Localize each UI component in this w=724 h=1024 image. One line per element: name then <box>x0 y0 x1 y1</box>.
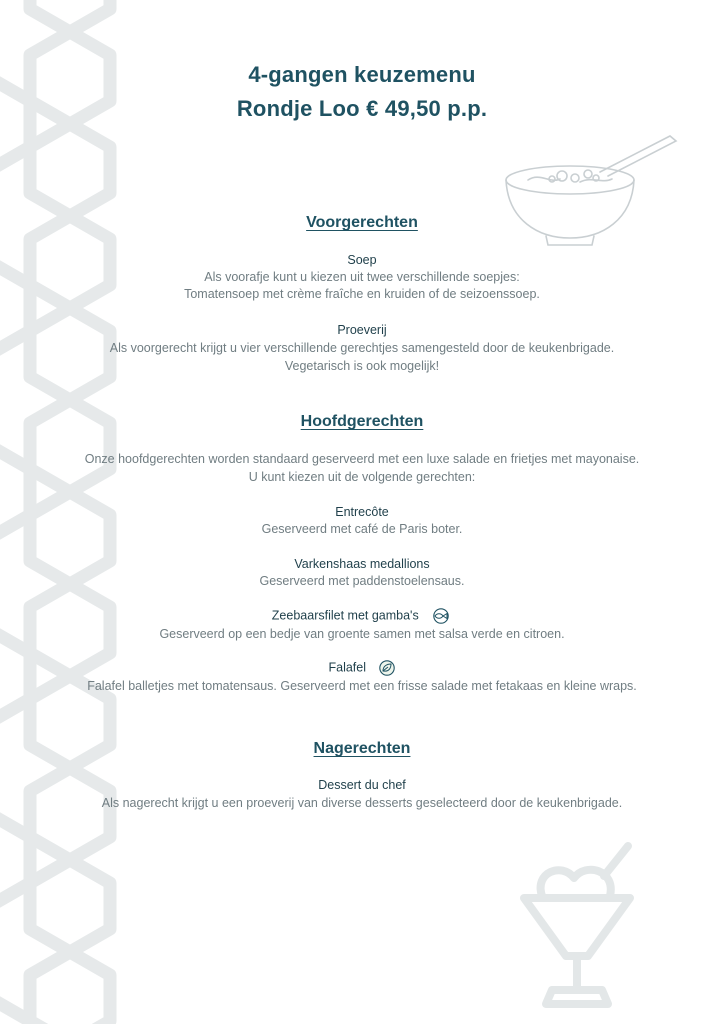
dish-description: Geserveerd met café de Paris boter. <box>261 522 463 536</box>
dish-description: Geserveerd met paddenstoelensaus. <box>259 574 465 588</box>
dish-description: Falafel balletjes met tomatensaus. Geserveerd met een frisse salade met fetakaas en kleine wraps. <box>87 679 637 693</box>
dish-description: Geserveerd op een bedje van groente samen met salsa verde en citroen. <box>159 627 565 641</box>
leaf-icon <box>378 660 396 676</box>
dish-description: Als voorgerecht krijgt u vier verschillende gerechtjes samengesteld door de keukenbrigade. <box>109 341 615 355</box>
dish-row-zeebaarsfilet <box>0 608 724 624</box>
dish-name-varkenshaas: Varkenshaas medallions <box>294 557 430 571</box>
dish-description: Vegetarisch is ook mogelijk! <box>284 359 440 373</box>
section-heading-nagerechten: Nagerechten <box>313 740 411 757</box>
soup-bowl-illustration <box>500 132 682 250</box>
menu-title: 4-gangen keuzemenu <box>248 62 476 87</box>
fish-icon <box>430 608 452 624</box>
dish-name-entrecote: Entrecôte <box>335 505 389 519</box>
ice-cream-sundae-illustration <box>512 838 642 1016</box>
dish-name-dessert-du-chef: Dessert du chef <box>318 778 406 792</box>
section-intro: U kunt kiezen uit de volgende gerechten: <box>248 470 476 484</box>
dish-name-soep: Soep <box>347 253 377 267</box>
section-heading-hoofdgerechten: Hoofdgerechten <box>300 413 424 430</box>
dish-name-zeebaarsfilet: Zeebaarsfilet met gamba's <box>271 608 419 623</box>
menu-price-title: Rondje Loo € 49,50 p.p. <box>236 96 488 121</box>
section-intro: Onze hoofdgerechten worden standaard geserveerd met een luxe salade en frietjes met mayonaise. <box>84 452 640 466</box>
dish-description: Tomatensoep met crème fraîche en kruiden of de seizoenssoep. <box>184 287 540 301</box>
dish-description: Als voorafje kunt u kiezen uit twee verschillende soepjes: <box>204 270 520 284</box>
section-heading-voorgerechten: Voorgerechten <box>306 214 418 231</box>
dish-description: Als nagerecht krijgt u een proeverij van diverse desserts geselecteerd door de keukenbrigade. <box>101 796 623 810</box>
dish-name-proeverij: Proeverij <box>337 323 387 337</box>
dish-name-falafel: Falafel <box>328 660 367 675</box>
dish-row-falafel <box>0 660 724 676</box>
